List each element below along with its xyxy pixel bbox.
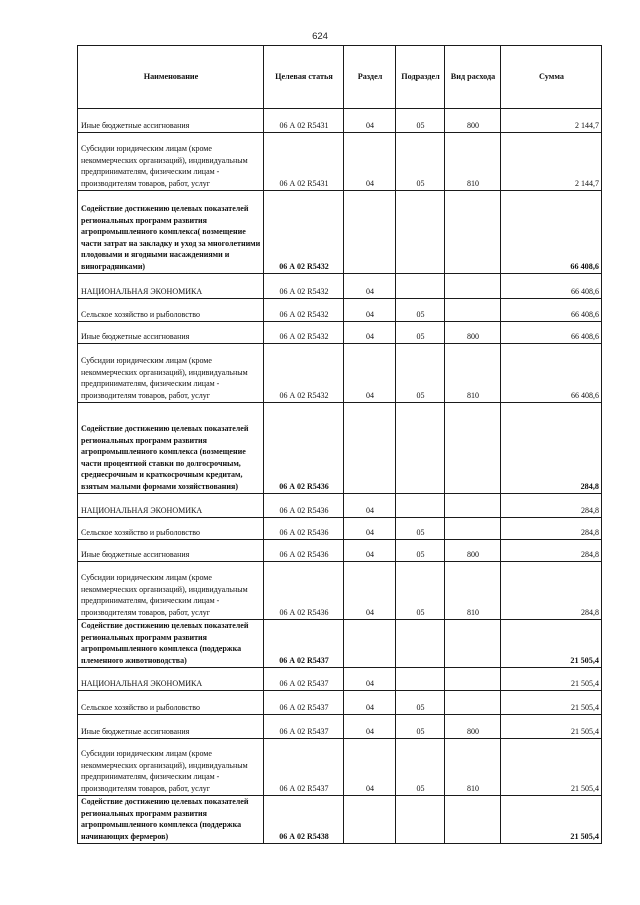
table-row bbox=[78, 715, 602, 739]
row-subsection-cell: 05 bbox=[396, 562, 445, 620]
row-expense-type-cell bbox=[445, 518, 501, 540]
row-amount-cell: 21 505,4 bbox=[501, 739, 602, 796]
row-subsection-cell: 05 bbox=[396, 540, 445, 562]
row-section-cell: 04 bbox=[344, 691, 396, 715]
row-target-code-cell: 06 А 02 R5436 bbox=[264, 494, 344, 518]
row-name-cell: Содействие достижению целевых показателей региональных программ развития агропромышленного комплекса (поддержка начинающих фермеров) bbox=[78, 796, 264, 844]
row-subsection-cell bbox=[396, 668, 445, 691]
row-section-cell: 04 bbox=[344, 274, 396, 299]
row-subsection-cell: 05 bbox=[396, 109, 445, 133]
row-amount-cell: 284,8 bbox=[501, 494, 602, 518]
row-subsection-cell: 05 bbox=[396, 691, 445, 715]
header-amount: Сумма bbox=[501, 46, 602, 109]
row-section-cell: 04 bbox=[344, 540, 396, 562]
row-subsection-cell bbox=[396, 403, 445, 494]
table-header-row bbox=[78, 46, 602, 109]
table-row bbox=[78, 109, 602, 133]
row-name-cell: Иные бюджетные ассигнования bbox=[78, 540, 264, 562]
row-name-cell: Иные бюджетные ассигнования bbox=[78, 322, 264, 344]
row-target-code-cell: 06 А 02 R5431 bbox=[264, 109, 344, 133]
row-name-cell: Субсидии юридическим лицам (кроме некоммерческих организаций), индивидуальным предпринимателям, физическим лицам - производителям товаров, работ, услуг bbox=[78, 739, 264, 796]
row-amount-cell: 284,8 bbox=[501, 540, 602, 562]
header-expense-type: Вид расхода bbox=[445, 46, 501, 109]
row-name-cell: Субсидии юридическим лицам (кроме некоммерческих организаций), индивидуальным предпринимателям, физическим лицам - производителям товаров, работ, услуг bbox=[78, 133, 264, 191]
row-amount-cell: 284,8 bbox=[501, 403, 602, 494]
row-subsection-cell bbox=[396, 620, 445, 668]
row-target-code-cell: 06 А 02 R5436 bbox=[264, 403, 344, 494]
table-body bbox=[78, 109, 602, 844]
row-expense-type-cell: 800 bbox=[445, 540, 501, 562]
row-expense-type-cell bbox=[445, 620, 501, 668]
row-section-cell: 04 bbox=[344, 668, 396, 691]
row-expense-type-cell bbox=[445, 274, 501, 299]
table-row bbox=[78, 668, 602, 691]
row-target-code-cell: 06 А 02 R5437 bbox=[264, 739, 344, 796]
row-target-code-cell: 06 А 02 R5432 bbox=[264, 191, 344, 274]
header-name: Наименование bbox=[78, 46, 264, 109]
row-expense-type-cell: 810 bbox=[445, 133, 501, 191]
row-expense-type-cell: 800 bbox=[445, 715, 501, 739]
row-section-cell: 04 bbox=[344, 518, 396, 540]
row-name-cell: Содействие достижению целевых показателей региональных программ развития агропромышленного комплекса( возмещение части затрат на закладку и уход за многолетними плодовыми и ягодными насаждениями и виноградниками) bbox=[78, 191, 264, 274]
table-row bbox=[78, 133, 602, 191]
row-amount-cell: 66 408,6 bbox=[501, 299, 602, 322]
row-name-cell: Иные бюджетные ассигнования bbox=[78, 715, 264, 739]
row-name-cell: Субсидии юридическим лицам (кроме некоммерческих организаций), индивидуальным предпринимателям, физическим лицам - производителям товаров, работ, услуг bbox=[78, 562, 264, 620]
row-subsection-cell bbox=[396, 796, 445, 844]
row-section-cell: 04 bbox=[344, 562, 396, 620]
row-section-cell bbox=[344, 191, 396, 274]
table-row bbox=[78, 322, 602, 344]
table-row bbox=[78, 691, 602, 715]
row-amount-cell: 21 505,4 bbox=[501, 691, 602, 715]
row-expense-type-cell bbox=[445, 299, 501, 322]
row-target-code-cell: 06 А 02 R5432 bbox=[264, 299, 344, 322]
row-amount-cell: 2 144,7 bbox=[501, 109, 602, 133]
row-expense-type-cell bbox=[445, 668, 501, 691]
table-row bbox=[78, 739, 602, 796]
row-name-cell: Содействие достижению целевых показателей региональных программ развития агропромышленного комплекса (поддержка племенного животноводства) bbox=[78, 620, 264, 668]
row-target-code-cell: 06 А 02 R5432 bbox=[264, 274, 344, 299]
row-name-cell: НАЦИОНАЛЬНАЯ ЭКОНОМИКА bbox=[78, 668, 264, 691]
row-target-code-cell: 06 А 02 R5436 bbox=[264, 518, 344, 540]
table-row bbox=[78, 274, 602, 299]
row-amount-cell: 66 408,6 bbox=[501, 322, 602, 344]
row-name-cell: Сельское хозяйство и рыболовство bbox=[78, 518, 264, 540]
table-row bbox=[78, 403, 602, 494]
header-target: Целевая статья bbox=[264, 46, 344, 109]
row-section-cell: 04 bbox=[344, 109, 396, 133]
row-amount-cell: 21 505,4 bbox=[501, 668, 602, 691]
row-section-cell bbox=[344, 403, 396, 494]
row-amount-cell: 66 408,6 bbox=[501, 274, 602, 299]
row-section-cell: 04 bbox=[344, 322, 396, 344]
row-expense-type-cell: 810 bbox=[445, 739, 501, 796]
row-subsection-cell bbox=[396, 494, 445, 518]
row-amount-cell: 21 505,4 bbox=[501, 796, 602, 844]
row-name-cell: Субсидии юридическим лицам (кроме некоммерческих организаций), индивидуальным предпринимателям, физическим лицам - производителям товаров, работ, услуг bbox=[78, 344, 264, 403]
row-section-cell: 04 bbox=[344, 344, 396, 403]
row-amount-cell: 21 505,4 bbox=[501, 715, 602, 739]
row-subsection-cell: 05 bbox=[396, 299, 445, 322]
row-expense-type-cell: 810 bbox=[445, 562, 501, 620]
row-subsection-cell: 05 bbox=[396, 715, 445, 739]
table-row bbox=[78, 494, 602, 518]
row-target-code-cell: 06 А 02 R5432 bbox=[264, 322, 344, 344]
row-target-code-cell: 06 А 02 R5437 bbox=[264, 691, 344, 715]
row-subsection-cell: 05 bbox=[396, 518, 445, 540]
row-section-cell: 04 bbox=[344, 299, 396, 322]
table-row bbox=[78, 620, 602, 668]
row-target-code-cell: 06 А 02 R5437 bbox=[264, 715, 344, 739]
row-target-code-cell: 06 А 02 R5436 bbox=[264, 540, 344, 562]
row-amount-cell: 21 505,4 bbox=[501, 620, 602, 668]
row-name-cell: НАЦИОНАЛЬНАЯ ЭКОНОМИКА bbox=[78, 274, 264, 299]
row-name-cell: Сельское хозяйство и рыболовство bbox=[78, 691, 264, 715]
row-section-cell bbox=[344, 620, 396, 668]
row-name-cell: Содействие достижению целевых показателей региональных программ развития агропромышленного комплекса (возмещение части процентной ставки по долгосрочным, среднесрочным и краткосрочным кредитам, взятым малыми формами хозяйствования) bbox=[78, 403, 264, 494]
row-expense-type-cell: 810 bbox=[445, 344, 501, 403]
row-expense-type-cell: 800 bbox=[445, 322, 501, 344]
row-section-cell: 04 bbox=[344, 739, 396, 796]
row-amount-cell: 66 408,6 bbox=[501, 191, 602, 274]
table-row bbox=[78, 344, 602, 403]
table-row bbox=[78, 540, 602, 562]
table-row bbox=[78, 191, 602, 274]
row-expense-type-cell: 800 bbox=[445, 109, 501, 133]
row-amount-cell: 284,8 bbox=[501, 518, 602, 540]
page-number: 624 bbox=[312, 31, 328, 42]
row-section-cell bbox=[344, 796, 396, 844]
row-name-cell: НАЦИОНАЛЬНАЯ ЭКОНОМИКА bbox=[78, 494, 264, 518]
row-subsection-cell: 05 bbox=[396, 133, 445, 191]
row-target-code-cell: 06 А 02 R5432 bbox=[264, 344, 344, 403]
row-amount-cell: 66 408,6 bbox=[501, 344, 602, 403]
row-subsection-cell bbox=[396, 274, 445, 299]
row-target-code-cell: 06 А 02 R5431 bbox=[264, 133, 344, 191]
row-section-cell: 04 bbox=[344, 715, 396, 739]
row-section-cell: 04 bbox=[344, 133, 396, 191]
row-name-cell: Иные бюджетные ассигнования bbox=[78, 109, 264, 133]
budget-table bbox=[77, 45, 602, 844]
row-expense-type-cell bbox=[445, 691, 501, 715]
row-target-code-cell: 06 А 02 R5437 bbox=[264, 668, 344, 691]
row-name-cell: Сельское хозяйство и рыболовство bbox=[78, 299, 264, 322]
row-section-cell: 04 bbox=[344, 494, 396, 518]
table-row bbox=[78, 299, 602, 322]
row-target-code-cell: 06 А 02 R5436 bbox=[264, 562, 344, 620]
header-subsection: Подраздел bbox=[396, 46, 445, 109]
row-subsection-cell: 05 bbox=[396, 739, 445, 796]
row-expense-type-cell bbox=[445, 403, 501, 494]
header-section: Раздел bbox=[344, 46, 396, 109]
row-subsection-cell bbox=[396, 191, 445, 274]
row-expense-type-cell bbox=[445, 494, 501, 518]
row-subsection-cell: 05 bbox=[396, 322, 445, 344]
row-amount-cell: 284,8 bbox=[501, 562, 602, 620]
table-row bbox=[78, 562, 602, 620]
row-expense-type-cell bbox=[445, 796, 501, 844]
row-amount-cell: 2 144,7 bbox=[501, 133, 602, 191]
table-row bbox=[78, 518, 602, 540]
table-row bbox=[78, 796, 602, 844]
row-subsection-cell: 05 bbox=[396, 344, 445, 403]
row-target-code-cell: 06 А 02 R5437 bbox=[264, 620, 344, 668]
row-target-code-cell: 06 А 02 R5438 bbox=[264, 796, 344, 844]
row-expense-type-cell bbox=[445, 191, 501, 274]
